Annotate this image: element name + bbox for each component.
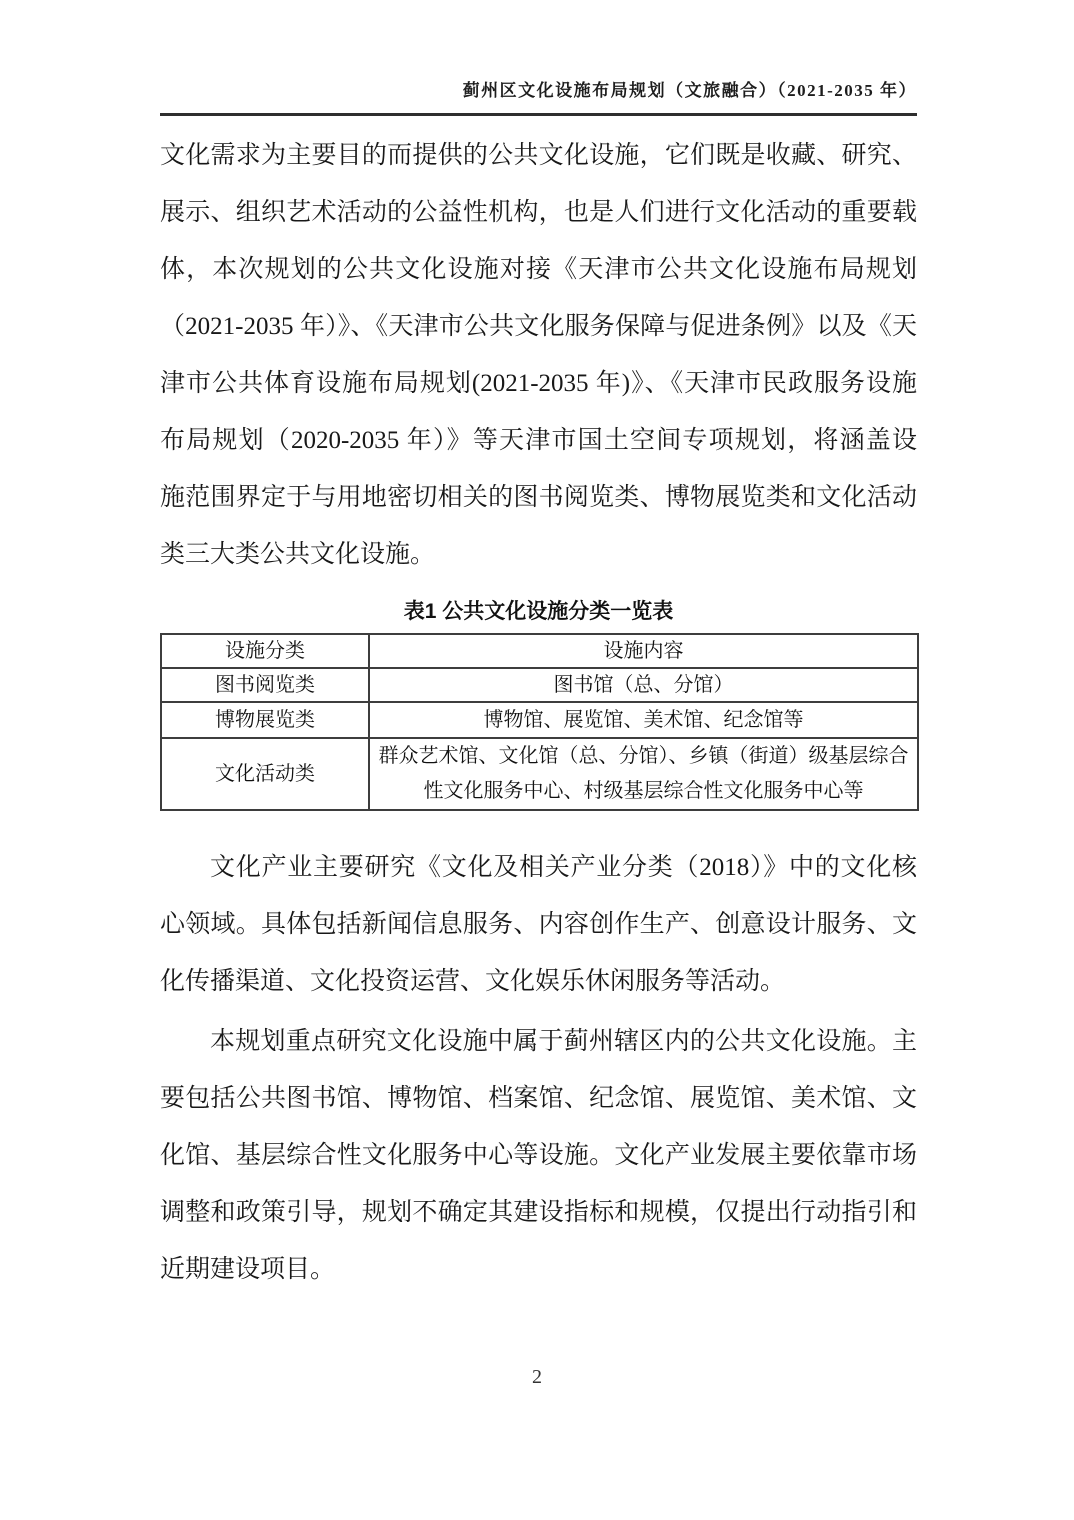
body-line: 津市公共体育设施布局规划(2021-2035 年)》、《天津市民政服务设施 bbox=[160, 370, 917, 397]
body-line: 要包括公共图书馆、博物馆、档案馆、纪念馆、展览馆、美术馆、文 bbox=[160, 1085, 917, 1112]
body-line: 化馆、基层综合性文化服务中心等设施。文化产业发展主要依靠市场 bbox=[160, 1142, 917, 1169]
body-line: （2021-2035 年）》、《天津市公共文化服务保障与促进条例》以及《天 bbox=[160, 313, 917, 340]
table-header-row bbox=[161, 634, 918, 668]
table-caption: 表1 公共文化设施分类一览表 bbox=[403, 600, 674, 623]
table-cell-content: 博物馆、展览馆、美术馆、纪念馆等 bbox=[369, 702, 918, 738]
table-row bbox=[161, 668, 918, 702]
paragraph-1 bbox=[160, 127, 917, 583]
body-line: 体，本次规划的公共文化设施对接《天津市公共文化设施布局规划 bbox=[160, 256, 917, 283]
body-line: 文化需求为主要目的而提供的公共文化设施，它们既是收藏、研究、 bbox=[160, 142, 917, 169]
body-line: 展示、组织艺术活动的公益性机构，也是人们进行文化活动的重要载 bbox=[160, 199, 917, 226]
table-row bbox=[161, 738, 918, 810]
paragraph-3 bbox=[160, 1013, 917, 1298]
body-line: 调整和政策引导，规划不确定其建设指标和规模，仅提出行动指引和 bbox=[160, 1199, 917, 1226]
body-line: 布局规划（2020-2035 年）》等天津市国土空间专项规划，将涵盖设 bbox=[160, 427, 917, 454]
body-line: 本规划重点研究文化设施中属于蓟州辖区内的公共文化设施。主 bbox=[210, 1028, 917, 1055]
body-line: 心领域。具体包括新闻信息服务、内容创作生产、创意设计服务、文 bbox=[160, 911, 917, 938]
body-line: 近期建设项目。 bbox=[160, 1256, 336, 1283]
header-title: 蓟州区文化设施布局规划（文旅融合）（2021-2035 年） bbox=[462, 81, 917, 100]
body-line: 文化产业主要研究《文化及相关产业分类（2018）》中的文化核 bbox=[210, 854, 917, 881]
body-line: 类三大类公共文化设施。 bbox=[160, 541, 436, 568]
running-header bbox=[160, 76, 917, 116]
table-cell-content: 图书馆（总、分馆） bbox=[369, 668, 918, 702]
table-header-cell-category: 设施分类 bbox=[161, 634, 369, 668]
facility-classification-table bbox=[160, 633, 919, 811]
body-line: 化传播渠道、文化投资运营、文化娱乐休闲服务等活动。 bbox=[160, 968, 786, 995]
table-cell-category: 文化活动类 bbox=[161, 738, 369, 810]
table-header-cell-content: 设施内容 bbox=[369, 634, 918, 668]
table-cell-content: 群众艺术馆、文化馆（总、分馆）、乡镇（街道）级基层综合性文化服务中心、村级基层综合性文化服务中心等 bbox=[369, 738, 918, 810]
table-cell-category: 博物展览类 bbox=[161, 702, 369, 738]
table-row bbox=[161, 702, 918, 738]
page-content bbox=[160, 127, 917, 1298]
page-footer bbox=[0, 1366, 1074, 1389]
page-number: 2 bbox=[532, 1366, 542, 1388]
body-line: 施范围界定于与用地密切相关的图书阅览类、博物展览类和文化活动 bbox=[160, 484, 917, 511]
table-cell-category: 图书阅览类 bbox=[161, 668, 369, 702]
paragraph-2 bbox=[160, 839, 917, 1010]
